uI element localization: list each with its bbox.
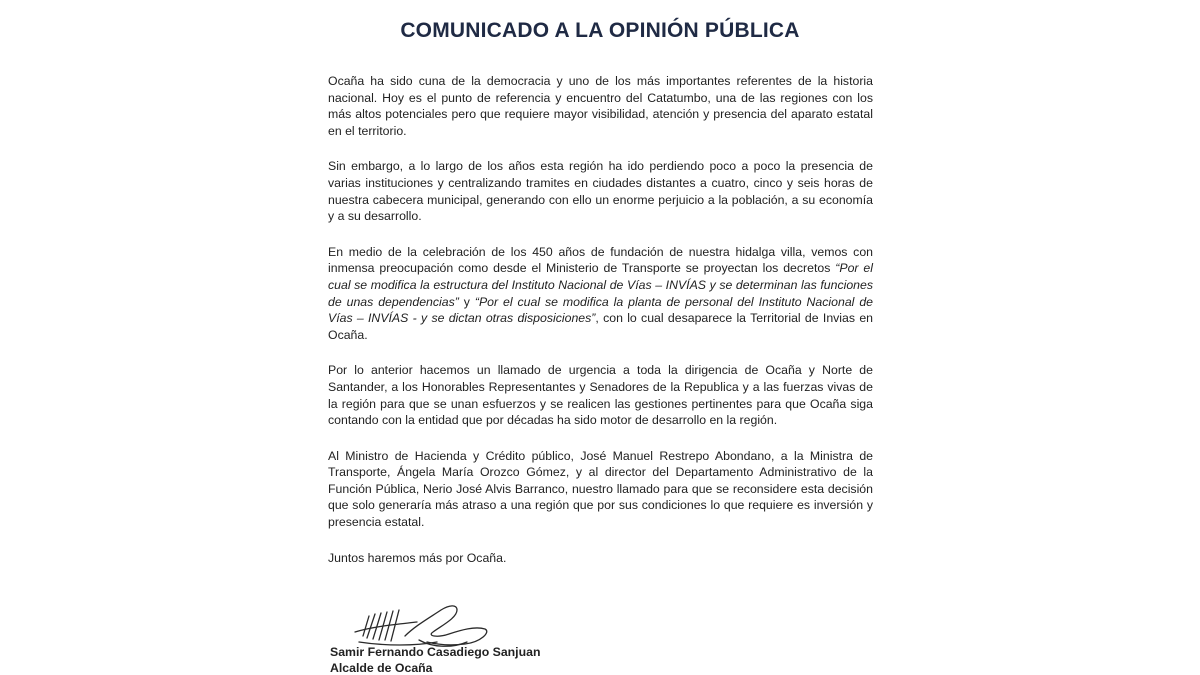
paragraph-5: Al Ministro de Hacienda y Crédito público, José Manuel Restrepo Abondano, a la Ministra de Transporte, Ángela María Orozco Gómez, y al director del Departamento Administrativo de la Función Pública, Nerio José Alvis Barranco, nuestro llamado para que se reconsidere esta decisión que solo generaría más atraso a una región que por sus condiciones lo que requiere es inversión y presencia estatal. [328,448,873,530]
paragraph-3-intro: En medio de la celebración de los 450 años de fundación de nuestra hidalga villa, vemos con inmensa preocupación como desde el Ministerio de Transporte se proyectan los decretos [328,244,873,276]
paragraph-1: Ocaña ha sido cuna de la democracia y uno de los más importantes referentes de la historia nacional. Hoy es el punto de referencia y encuentro del Catatumbo, una de las regiones con los más altos potenciales pero que requiere mayor visibilidad, atención y presencia del aparato estatal en el territorio. [328,74,873,138]
paragraph-3-connector: y [458,294,475,309]
paragraph-3-ending: , con lo cual desaparece la Territorial de Invias en Ocaña. [328,311,873,342]
closing-line: Juntos haremos más por Ocaña. [328,550,507,565]
document-title: COMUNICADO A LA OPINIÓN PÚBLICA [400,19,800,42]
signatory-name: Samir Fernando Casadiego Sanjuan [330,645,541,659]
paragraph-2: Sin embargo, a lo largo de los años esta región ha ido perdiendo poco a poco la presencia de varias instituciones y centralizando tramites en ciudades distantes a cuatro, cinco y seis horas de nuestra cabecera municipal, generando con ello un enorme perjuicio a la población, a su economía y a su desarrollo. [328,159,873,224]
paragraph-3 [328,244,873,344]
paragraph-4: Por lo anterior hacemos un llamado de urgencia a toda la dirigencia de Ocaña y Norte de Santander, a los Honorables Representantes y Senadores de la Republica y a las fuerzas vivas de la región para que se unan esfuerzos y se realicen las gestiones pertinentes para que Ocaña siga contando con la entidad que por décadas ha sido motor de desarrollo en la región. [328,363,873,428]
signatory-role: Alcalde de Ocaña [330,661,433,675]
document-body [328,73,873,566]
decree-title-1: “Por el cual se modifica la estructura del Instituto Nacional de Vías – INVÍAS y se determinan las funciones de unas dependencias” [328,261,873,309]
decree-title-2: “Por el cual se modifica la planta de personal del Instituto Nacional de Vías – INVÍAS - y se dictan otras disposiciones” [328,294,874,326]
